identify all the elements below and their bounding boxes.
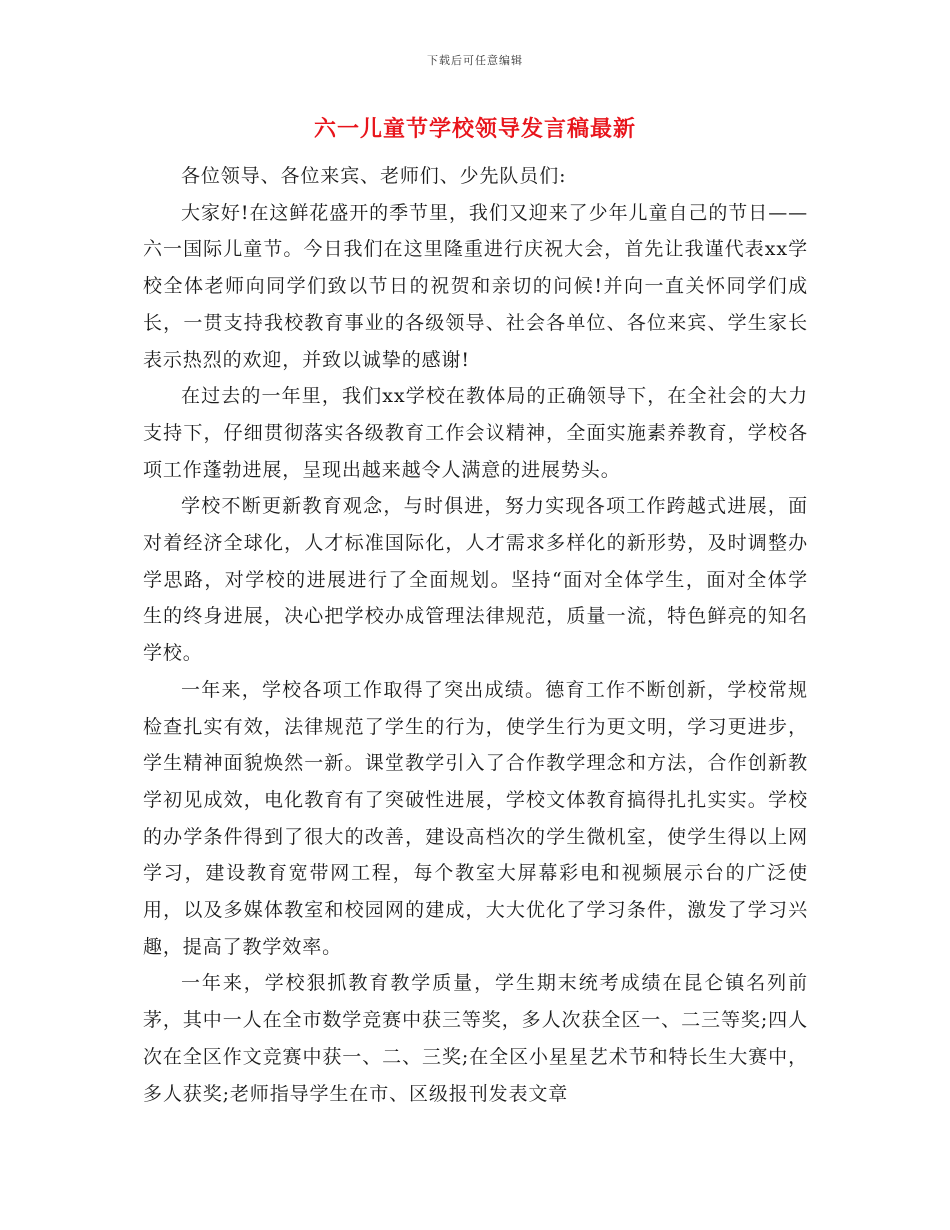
body-paragraph: 一年来，学校狠抓教育教学质量，学生期末统考成绩在昆仑镇名列前茅，其中一人在全市数学竞赛中获三等奖，多人次获全区一、二三等奖;四人次在全区作文竞赛中获一、二、三奖;在全区小星星艺术节和特长生大赛中，多人获奖;老师指导学生在市、区级报刊发表文章: [143, 972, 808, 1105]
document-title: 六一儿童节学校领导发言稿最新: [313, 116, 636, 142]
body-paragraph: 在过去的一年里，我们xx学校在教体局的正确领导下，在全社会的大力支持下，仔细贯彻落实各级教育工作会议精神，全面实施素养教育，学校各项工作蓬勃进展，呈现出越来越令人满意的进展势头。: [143, 385, 808, 481]
document-body: [143, 158, 808, 1112]
body-paragraph: 一年来，学校各项工作取得了突出成绩。德育工作不断创新，学校常规检查扎实有效，法律规范了学生的行为，使学生行为更文明，学习更进步，学生精神面貌焕然一新。课堂教学引入了合作教学理念和方法，合作创新教学初见成效，电化教育有了突破性进展，学校文体教育搞得扎扎实实。学校的办学条件得到了很大的改善，建设高档次的学生微机室，使学生得以上网学习，建设教育宽带网工程，每个教室大屏幕彩电和视频展示台的广泛使用，以及多媒体教室和校园网的建成，大大优化了学习条件，激发了学习兴趣，提高了教学效率。: [143, 678, 808, 958]
body-paragraph: 学校不断更新教育观念，与时俱进，努力实现各项工作跨越式进展，面对着经济全球化，人才标准国际化，人才需求多样化的新形势，及时调整办学思路，对学校的进展进行了全面规划。坚持“面对全体学生，面对全体学生的终身进展，决心把学校办成管理法律规范，质量一流，特色鲜亮的知名学校。: [143, 495, 808, 665]
page-header-note: 下载后可任意编辑: [427, 54, 523, 67]
salutation-paragraph: 各位领导、各位来宾、老师们、少先队员们:: [181, 165, 567, 187]
body-paragraph: 大家好!在这鲜花盛开的季节里，我们又迎来了少年儿童自己的节日——六一国际儿童节。今日我们在这里隆重进行庆祝大会，首先让我谨代表xx学校全体老师向同学们致以节日的祝贺和亲切的问候!并向一直关怀同学们成长，一贯支持我校教育事业的各级领导、社会各单位、各位来宾、学生家长表示热烈的欢迎，并致以诚挚的感谢!: [143, 201, 808, 371]
